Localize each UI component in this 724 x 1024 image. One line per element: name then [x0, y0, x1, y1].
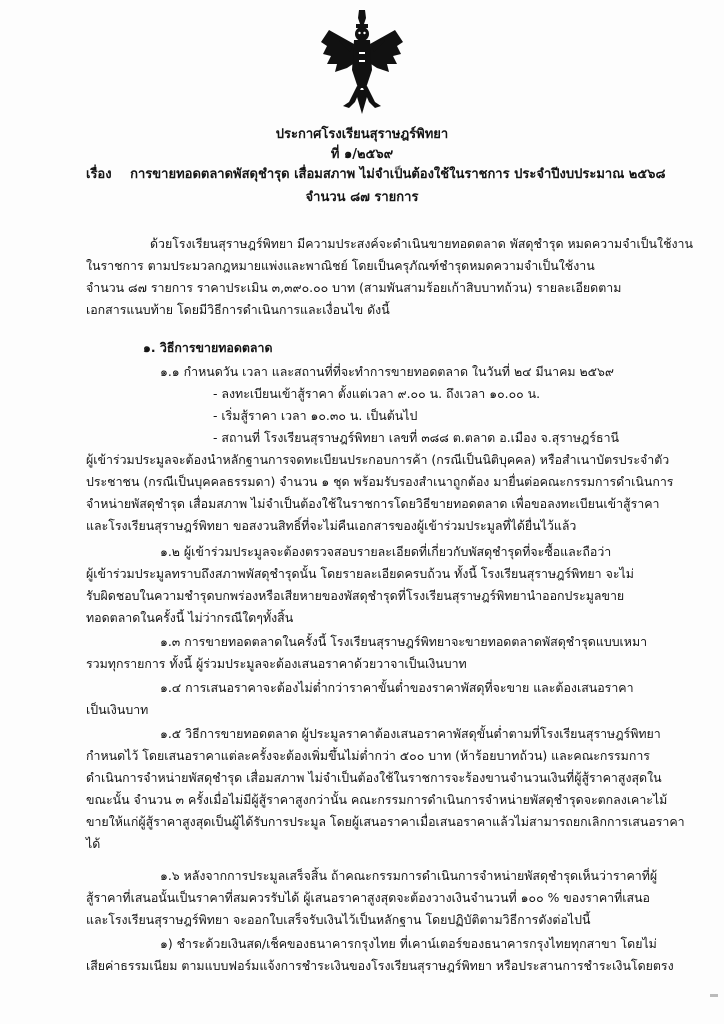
clause-1-1-text: ประชาชน (กรณีเป็นบุคคลธรรมดา) จำนวน ๑ ชุด พร้อมรับรองสำเนาถูกต้อง มายื่นต่อคณะกรรมการดำเนินการ: [86, 474, 674, 489]
clause-1-5: ขายให้แก่ผู้สู้ราคาสูงสุดเป็นผู้ได้รับการประมูล โดยผู้เสนอราคาเมื่อเสนอราคาแล้วไม่สามารถยกเลิกการเสนอราคา: [86, 814, 685, 829]
intro-line: เอกสารแนบท้าย โดยมีวิธีการดำเนินการและเงื่อนไข ดังนี้: [86, 302, 390, 317]
subject-row: [86, 163, 665, 184]
announcement-title: ประกาศโรงเรียนสุราษฎร์พิทยา: [275, 127, 449, 142]
garuda-emblem-icon: [319, 8, 405, 116]
clause-1-1-text: ผู้เข้าร่วมประมูลจะต้องนำหลักฐานการจดทะเบียนประกอบการค้า (กรณีเป็นนิติบุคคล) หรือสำเนาบัตรประจำตัว: [86, 452, 670, 467]
intro-line: ในราชการ ตามประมวลกฎหมายแพ่งและพาณิชย์ โดยเป็นครุภัณฑ์ชำรุดหมดความจำเป็นใช้งาน: [86, 258, 595, 273]
clause-1-5: ได้: [86, 836, 101, 851]
subject-label: เรื่อง: [86, 167, 112, 182]
clause-1-4: เป็นเงินบาท: [86, 702, 149, 717]
item-count: จำนวน ๘๗ รายการ: [305, 190, 419, 205]
clause-1-5: กำหนดไว้ โดยเสนอราคาแต่ละครั้งจะต้องเพิ่มขึ้นไม่ต่ำกว่า ๕๐๐ บาท (ห้าร้อยบาทถ้วน) และคณะกรรมการ: [86, 748, 650, 763]
clause-1-1-item: - ลงทะเบียนเข้าสู้ราคา ตั้งแต่เวลา ๙.๐๐ น. ถึงเวลา ๑๐.๐๐ น.: [213, 386, 541, 401]
clause-1-4: ๑.๔ การเสนอราคาจะต้องไม่ต่ำกว่าราคาขั้นต่ำของราคาพัสดุที่จะขาย และต้องเสนอราคา: [160, 680, 634, 695]
clause-1-1-item: - สถานที่ โรงเรียนสุราษฎร์พิทยา เลขที่ ๓๘๘ ต.ตลาด อ.เมือง จ.สุราษฎร์ธานี: [213, 430, 620, 445]
subject-text: การขายทอดตลาดพัสดุชำรุด เสื่อมสภาพ ไม่จำเป็นต้องใช้ในราชการ ประจำปีงบประมาณ ๒๕๖๘: [130, 167, 666, 182]
scan-mark: [710, 994, 718, 997]
clause-1-2: ผู้เข้าร่วมประมูลทราบถึงสภาพพัสดุชำรุดนั้น โดยรายละเอียดครบถ้วน ทั้งนี้ โรงเรียนสุราษฎร์พิทยา จะไม่: [86, 566, 634, 581]
clause-1-2: รับผิดชอบในความชำรุดบกพร่องหรือเสียหายของพัสดุชำรุดที่โรงเรียนสุราษฎร์พิทยานำออกประมูลขาย: [86, 588, 625, 603]
clause-1-6: ๑.๖ หลังจากการประมูลเสร็จสิ้น ถ้าคณะกรรมการดำเนินการจำหน่ายพัสดุชำรุดเห็นว่าราคาที่ผู้: [160, 868, 658, 883]
section-heading: ๑. วิธีการขายทอดตลาด: [143, 340, 273, 355]
intro-line: จำนวน ๘๗ รายการ ราคาประเมิน ๓,๓๙๐.๐๐ บาท (สามพันสามร้อยเก้าสิบบาทถ้วน) รายละเอียดตาม: [86, 280, 622, 295]
clause-1-1-item: - เริ่มสู้ราคา เวลา ๑๐.๓๐ น. เป็นต้นไป: [213, 408, 418, 423]
clause-1-1: ๑.๑ กำหนดวัน เวลา และสถานที่ที่จะทำการขายทอดตลาด ในวันที่ ๒๔ มีนาคม ๒๕๖๙: [160, 364, 614, 379]
clause-1-2: ทอดตลาดในครั้งนี้ ไม่ว่ากรณีใดๆทั้งสิ้น: [86, 610, 294, 625]
clause-1-2: ๑.๒ ผู้เข้าร่วมประมูลจะต้องตรวจสอบรายละเอียดที่เกี่ยวกับพัสดุชำรุดที่จะซื้อและถือว่า: [160, 544, 612, 559]
clause-1-3: รวมทุกรายการ ทั้งนี้ ผู้ร่วมประมูลจะต้องเสนอราคาด้วยวาจาเป็นเงินบาท: [86, 656, 467, 671]
announcement-number: ที่ ๑/๒๕๖๙: [330, 147, 394, 162]
clause-1-1-text: จำหน่ายพัสดุชำรุด เสื่อมสภาพ ไม่จำเป็นต้องใช้ในราชการโดยวิธีขายทอดตลาด เพื่อขอลงทะเบียนเข้าสู้ราคา: [86, 496, 660, 511]
clause-1-1-text: และโรงเรียนสุราษฎร์พิทยา ขอสงวนสิทธิ์ที่จะไม่คืนเอกสารของผู้เข้าร่วมประมูลที่ได้ยื่นไว้แล้ว: [86, 518, 577, 533]
clause-1-5: ๑.๕ วิธีการขายทอดตลาด ผู้ประมูลราคาต้องเสนอราคาพัสดุขั้นต่ำตามที่โรงเรียนสุราษฎร์พิทยา: [160, 726, 661, 741]
clause-1-3: ๑.๓ การขายทอดตลาดในครั้งนี้ โรงเรียนสุราษฎร์พิทยาจะขายทอดตลาดพัสดุชำรุดแบบเหมา: [160, 634, 648, 649]
clause-1-5: ขณะนั้น จำนวน ๓ ครั้งเมื่อไม่มีผู้สู้ราคาสูงกว่านั้น คณะกรรมการดำเนินการจำหน่ายพัสดุชำรุดจะตกลงเคาะไม้: [86, 792, 668, 807]
clause-1-6: และโรงเรียนสุราษฎร์พิทยา จะออกใบเสร็จรับเงินไว้เป็นหลักฐาน โดยปฏิบัติตามวิธีการดังต่อไปนี้: [86, 912, 591, 927]
clause-1-6-1: ๑) ชำระด้วยเงินสด/เช็คของธนาคารกรุงไทย ที่เคาน์เตอร์ของธนาคารกรุงไทยทุกสาขา โดยไม่: [160, 936, 657, 951]
clause-1-6: สู้ราคาที่เสนอนั้นเป็นราคาที่สมควรรับได้ ผู้เสนอราคาสูงสุดจะต้องวางเงินจำนวนที่ ๑๐๐ % ของราคาที่เสนอ: [86, 890, 650, 905]
clause-1-5: ดำเนินการจำหน่ายพัสดุชำรุด เสื่อมสภาพ ไม่จำเป็นต้องใช้ในราชการจะร้องขานจำนวนเงินที่ผู้สู้ราคาสูงสุดใน: [86, 770, 662, 785]
clause-1-6-1: เสียค่าธรรมเนียม ตามแบบฟอร์มแจ้งการชำระเงินของโรงเรียนสุราษฎร์พิทยา หรือประสานการชำระเงินโดยตรง: [86, 958, 674, 973]
intro-line: ด้วยโรงเรียนสุราษฎร์พิทยา มีความประสงค์จะดำเนินขายทอดตลาด พัสดุชำรุด หมดความจำเป็นใช้งาน: [150, 236, 693, 251]
